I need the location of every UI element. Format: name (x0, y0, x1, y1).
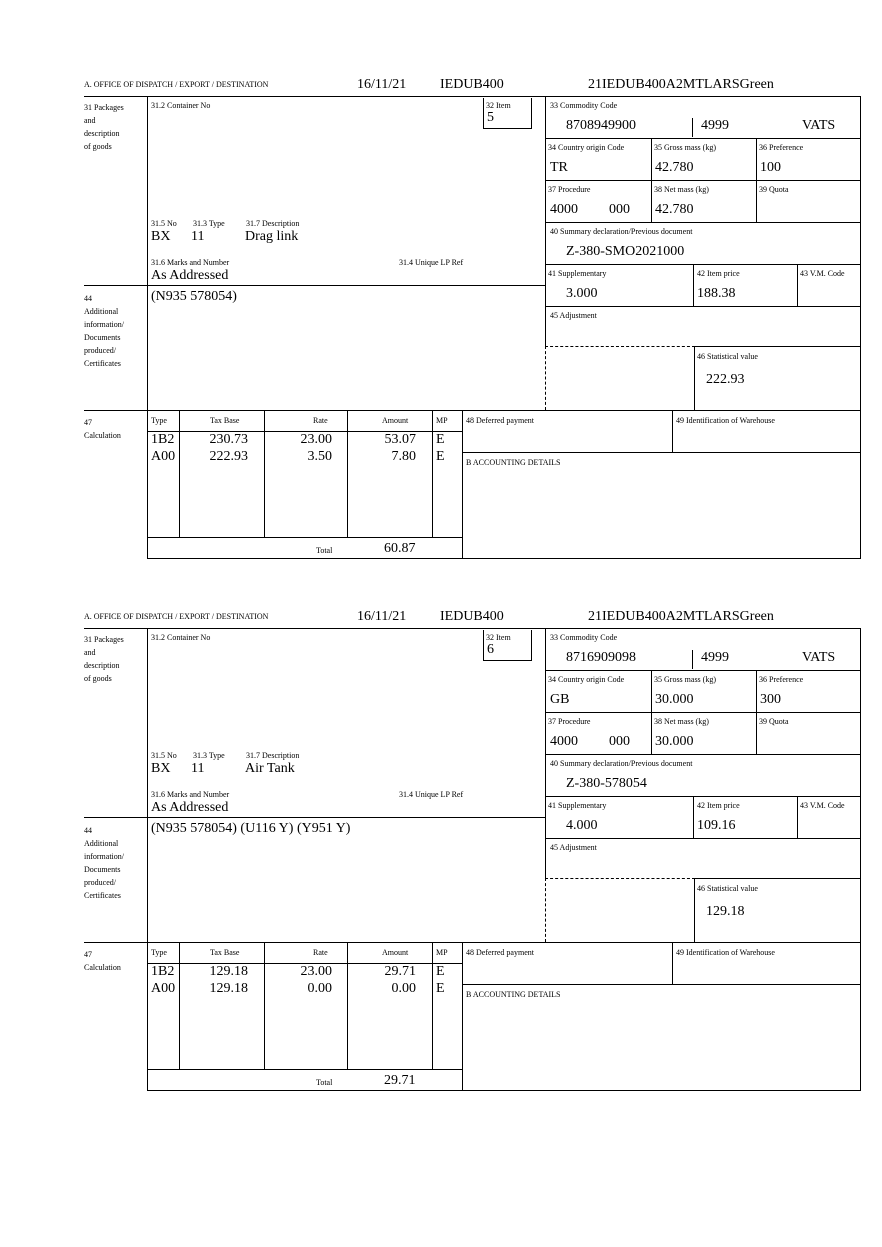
calc-tax-base: 222.93 (209, 449, 248, 464)
office-header-label: A. OFFICE OF DISPATCH / EXPORT / DESTINATION (84, 612, 269, 621)
col-rate-header: Rate (313, 948, 328, 957)
gross-mass: 30.000 (655, 692, 694, 707)
calc-mp: E (436, 981, 445, 996)
calc-rate: 23.00 (300, 432, 332, 447)
country-origin-label: 34 Country origin Code (548, 675, 625, 684)
item-label: 32 Item (486, 633, 511, 642)
declaration-item-block (0, 532, 882, 1088)
declaration-date: 16/11/21 (357, 77, 407, 92)
supplementary: 3.000 (566, 286, 598, 301)
additional-info: (N935 578054) (U116 Y) (Y951 Y) (151, 821, 351, 836)
procedure: 4000 (550, 734, 578, 749)
quota-label: 39 Quota (759, 717, 789, 726)
statistical-value-label: 46 Statistical value (697, 352, 758, 361)
calc-rate: 0.00 (307, 981, 332, 996)
country-origin-label: 34 Country origin Code (548, 143, 625, 152)
supplementary-label: 41 Supplementary (548, 269, 607, 278)
supplementary-label: 41 Supplementary (548, 801, 607, 810)
net-mass-label: 38 Net mass (kg) (654, 717, 709, 726)
calculation-label: 47 Calculation (84, 418, 121, 440)
office-header-label: A. OFFICE OF DISPATCH / EXPORT / DESTINATION (84, 80, 269, 89)
vats-code: VATS (802, 118, 836, 133)
vats-code: VATS (802, 650, 836, 665)
commodity-code-label: 33 Commodity Code (550, 633, 618, 642)
calc-tax-base: 129.18 (209, 981, 248, 996)
gross-mass-label: 35 Gross mass (kg) (654, 675, 716, 684)
type-label: 31.3 Type (193, 219, 225, 228)
summary-declaration: Z-380-578054 (566, 776, 647, 791)
procedure-label: 37 Procedure (548, 717, 591, 726)
additional-info-label: 44 Additional information/ Documents produced/ Certificates (84, 826, 124, 900)
col-type-header: Type (151, 416, 167, 425)
item-label: 32 Item (486, 101, 511, 110)
declaration-reference: 21IEDUB400A2MTLARSGreen (588, 609, 774, 624)
office-code: IEDUB400 (440, 609, 504, 624)
preference: 100 (760, 160, 781, 175)
commodity-code: 8716909098 (566, 650, 636, 665)
vm-code-label: 43 V.M. Code (800, 269, 845, 278)
item-price: 188.38 (697, 286, 736, 301)
unique-ref-label: 31.4 Unique LP Ref (399, 258, 464, 267)
package-type: 11 (191, 761, 205, 776)
accounting-details-label: B ACCOUNTING DETAILS (466, 990, 561, 999)
calc-type: A00 (151, 981, 176, 996)
total-amount: 29.71 (384, 1073, 416, 1088)
country-origin: TR (550, 160, 568, 175)
deferred-payment-label: 48 Deferred payment (466, 416, 534, 425)
col-amount-header: Amount (382, 948, 409, 957)
supplementary: 4.000 (566, 818, 598, 833)
type-label: 31.3 Type (193, 751, 225, 760)
summary-declaration-label: 40 Summary declaration/Previous document (550, 759, 693, 768)
commodity-additional-code: 4999 (701, 118, 729, 133)
marks-label: 31.6 Marks and Number (151, 790, 230, 799)
gross-mass-label: 35 Gross mass (kg) (654, 143, 716, 152)
total-label: Total (316, 546, 333, 555)
deferred-payment-label: 48 Deferred payment (466, 948, 534, 957)
adjustment-label: 45 Adjustment (550, 311, 597, 320)
item-price: 109.16 (697, 818, 736, 833)
declaration-date: 16/11/21 (357, 609, 407, 624)
summary-declaration: Z-380-SMO2021000 (566, 244, 685, 259)
calc-type: A00 (151, 449, 176, 464)
package-description: Air Tank (245, 761, 295, 776)
item-price-label: 42 Item price (697, 269, 740, 278)
accounting-details-label: B ACCOUNTING DETAILS (466, 458, 561, 467)
package-type: 11 (191, 229, 205, 244)
vm-code-label: 43 V.M. Code (800, 801, 845, 810)
col-rate-header: Rate (313, 416, 328, 425)
unique-ref-label: 31.4 Unique LP Ref (399, 790, 464, 799)
package-description: Drag link (245, 229, 299, 244)
package-kind: BX (151, 761, 171, 776)
procedure-label: 37 Procedure (548, 185, 591, 194)
packages-label: 31 Packages and description of goods (84, 103, 124, 151)
gross-mass: 42.780 (655, 160, 694, 175)
declaration-item-block (0, 0, 882, 556)
adjustment-label: 45 Adjustment (550, 843, 597, 852)
col-mp-header: MP (436, 948, 448, 957)
packages-label: 31 Packages and description of goods (84, 635, 124, 683)
additional-info: (N935 578054) (151, 289, 237, 304)
calc-tax-base: 230.73 (209, 432, 248, 447)
procedure-additional: 000 (609, 734, 630, 749)
no-label: 31.5 No (151, 219, 177, 228)
col-mp-header: MP (436, 416, 448, 425)
marks-label: 31.6 Marks and Number (151, 258, 230, 267)
col-tax-base-header: Tax Base (210, 416, 240, 425)
statistical-value: 129.18 (706, 904, 745, 919)
container-no-label: 31.2 Container No (151, 101, 211, 110)
net-mass: 42.780 (655, 202, 694, 217)
commodity-additional-code: 4999 (701, 650, 729, 665)
col-tax-base-header: Tax Base (210, 948, 240, 957)
preference-label: 36 Preference (759, 675, 804, 684)
package-kind: BX (151, 229, 171, 244)
calc-amount: 29.71 (384, 964, 416, 979)
description-label: 31.7 Description (246, 219, 300, 228)
office-code: IEDUB400 (440, 77, 504, 92)
net-mass: 30.000 (655, 734, 694, 749)
net-mass-label: 38 Net mass (kg) (654, 185, 709, 194)
no-label: 31.5 No (151, 751, 177, 760)
preference: 300 (760, 692, 781, 707)
col-amount-header: Amount (382, 416, 409, 425)
quota-label: 39 Quota (759, 185, 789, 194)
warehouse-label: 49 Identification of Warehouse (676, 416, 775, 425)
calc-type: 1B2 (151, 432, 175, 447)
calc-rate: 3.50 (307, 449, 332, 464)
procedure-additional: 000 (609, 202, 630, 217)
calc-mp: E (436, 964, 445, 979)
warehouse-label: 49 Identification of Warehouse (676, 948, 775, 957)
summary-declaration-label: 40 Summary declaration/Previous document (550, 227, 693, 236)
total-amount: 60.87 (384, 541, 416, 556)
container-no-label: 31.2 Container No (151, 633, 211, 642)
statistical-value-label: 46 Statistical value (697, 884, 758, 893)
calc-amount: 53.07 (384, 432, 416, 447)
col-type-header: Type (151, 948, 167, 957)
calc-type: 1B2 (151, 964, 175, 979)
marks-value: As Addressed (151, 268, 229, 283)
total-label: Total (316, 1078, 333, 1087)
marks-value: As Addressed (151, 800, 229, 815)
preference-label: 36 Preference (759, 143, 804, 152)
country-origin: GB (550, 692, 570, 707)
calc-mp: E (436, 449, 445, 464)
commodity-code: 8708949900 (566, 118, 636, 133)
item-price-label: 42 Item price (697, 801, 740, 810)
item-number: 6 (487, 642, 494, 657)
additional-info-label: 44 Additional information/ Documents produced/ Certificates (84, 294, 124, 368)
calc-tax-base: 129.18 (209, 964, 248, 979)
calc-rate: 23.00 (300, 964, 332, 979)
calc-amount: 0.00 (391, 981, 416, 996)
item-number: 5 (487, 110, 494, 125)
calc-amount: 7.80 (391, 449, 416, 464)
statistical-value: 222.93 (706, 372, 745, 387)
procedure: 4000 (550, 202, 578, 217)
declaration-reference: 21IEDUB400A2MTLARSGreen (588, 77, 774, 92)
calculation-label: 47 Calculation (84, 950, 121, 972)
description-label: 31.7 Description (246, 751, 300, 760)
commodity-code-label: 33 Commodity Code (550, 101, 618, 110)
calc-mp: E (436, 432, 445, 447)
